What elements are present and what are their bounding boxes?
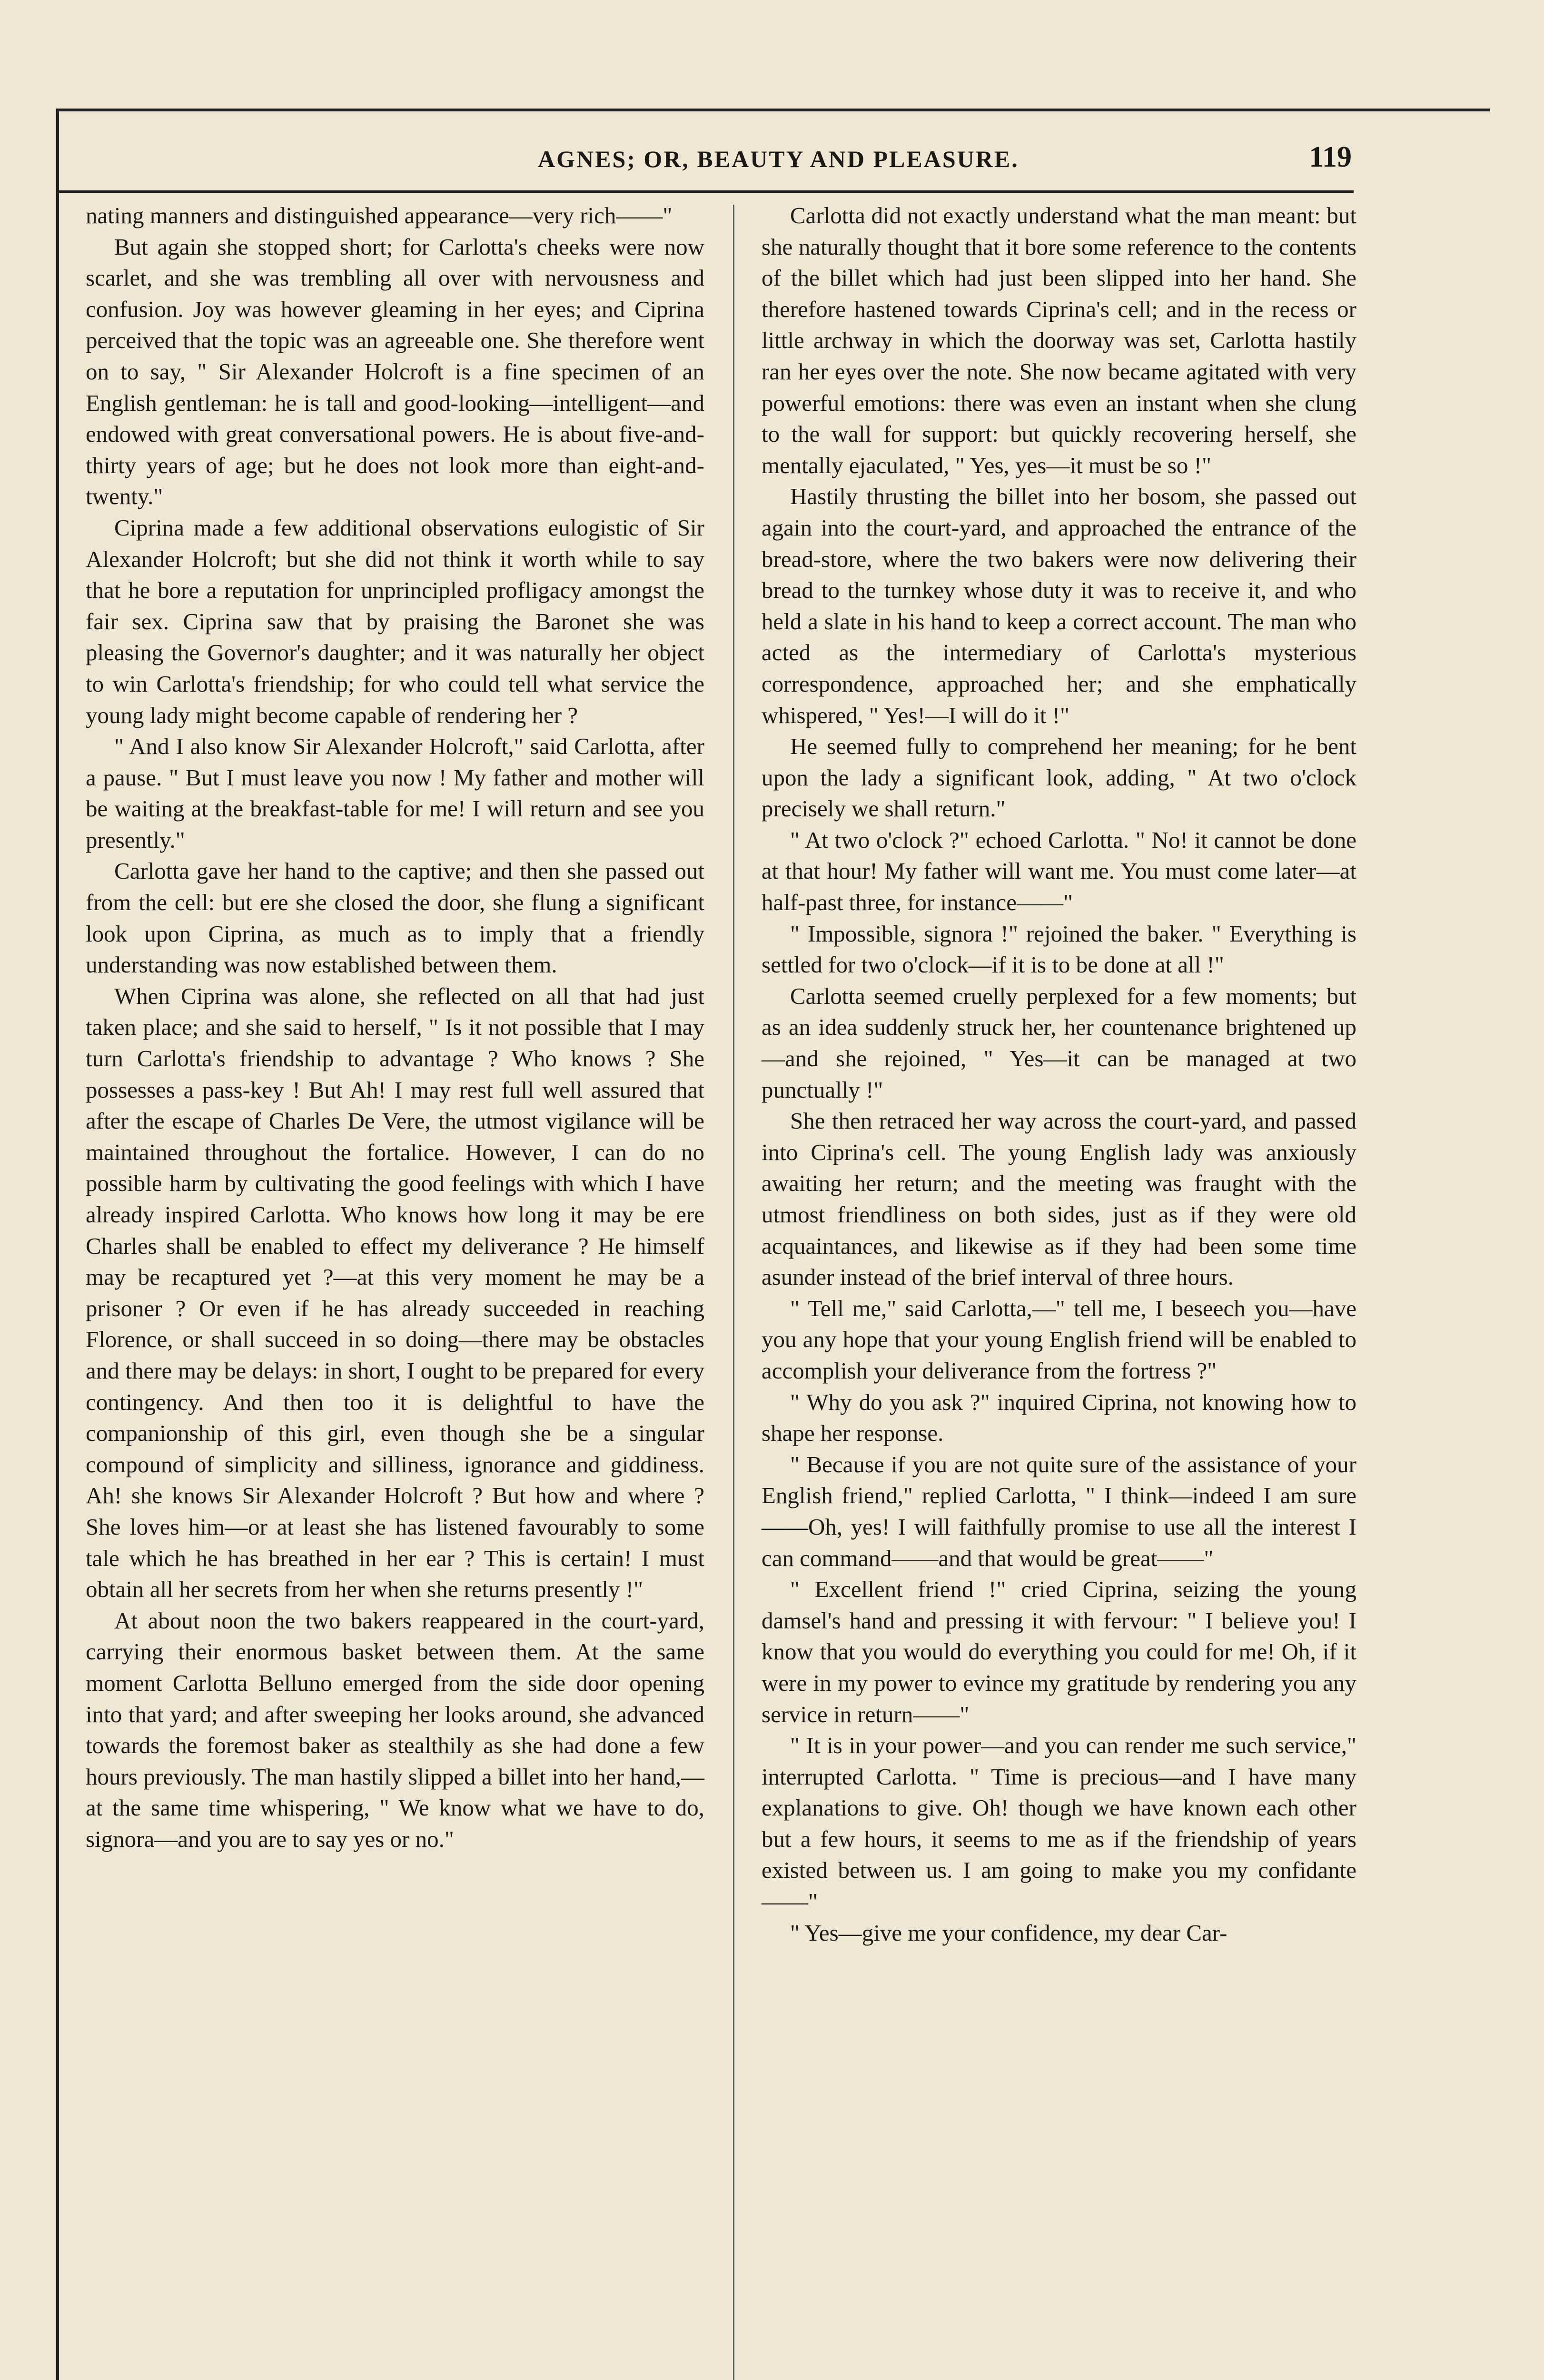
column-divider bbox=[733, 205, 734, 2380]
page-number: 119 bbox=[1309, 141, 1352, 173]
page-header bbox=[62, 136, 1352, 193]
paragraph: She then retraced her way across the court-yard, and passed into Ciprina's cell. The young English lady was anxiously awaiting her return; and the meeting was fraught with the utmost friendliness on both sides, just as if they were old acquaintances, and likewise as if they had been some time asunder instead of the brief interval of three hours. bbox=[762, 1108, 1356, 1290]
paragraph: Ciprina made a few additional observations eulogistic of Sir Alexander Holcroft; but she did not think it worth while to say that he bore a reputation for unprincipled profligacy amongst the fair sex. Ciprina saw that by praising the Baronet she was pleasing the Governor's daughter; and it was naturally her object to win Carlotta's friendship; for who could tell what service the young lady might become capable of rendering her ? bbox=[86, 514, 704, 728]
paragraph: " Tell me," said Carlotta,—" tell me, I beseech you—have you any hope that your young English friend will be enabled to accomplish your deliverance from the fortress ?" bbox=[762, 1295, 1356, 1384]
running-head: AGNES; OR, BEAUTY AND PLEASURE. bbox=[538, 146, 1019, 172]
paragraph: Carlotta seemed cruelly perplexed for a few moments; but as an idea suddenly struck her, her countenance brightened up—and she rejoined, " Yes—it can be managed at two punctually !" bbox=[762, 982, 1356, 1103]
paragraph: " And I also know Sir Alexander Holcroft," said Carlotta, after a pause. " But I must leave you now ! My father and mother will be waiting at the breakfast-table for me! I will return and see you presently." bbox=[86, 733, 704, 853]
left-column bbox=[86, 200, 704, 1854]
paragraph: " Yes—give me your confidence, my dear Car- bbox=[790, 1919, 1227, 1946]
paragraph: nating manners and distinguished appearance—very rich——" bbox=[86, 202, 673, 228]
header-rule bbox=[59, 190, 1354, 193]
paragraph: " Excellent friend !" cried Ciprina, seizing the young damsel's hand and pressing it with fervour: " I believe you! I know that you would do everything you could for me! Oh, if it were in my power to evince my gratitude by rendering you any service in return——" bbox=[762, 1576, 1356, 1727]
paragraph: Hastily thrusting the billet into her bosom, she passed out again into the court-yard, and approached the entrance of the bread-store, where the two bakers were now delivering their bread to the turnkey whose duty it was to receive it, and who held a slate in his hand to keep a correct account. The man who acted as the intermediary of Carlotta's mysterious correspondence, approached her; and she emphatically whispered, " Yes!—I will do it !" bbox=[762, 483, 1356, 728]
paragraph: " Why do you ask ?" inquired Ciprina, not knowing how to shape her response. bbox=[762, 1388, 1356, 1447]
paragraph: At about noon the two bakers reappeared in the court-yard, carrying their enormous basket between them. At the same moment Carlotta Belluno emerged from the side door opening into that yard; and after sweeping her looks around, she advanced towards the foremost baker as stealthily as she had done a few hours previously. The man hastily slipped a billet into her hand,—at the same time whispering, " We know what we have to do, signora—and you are to say yes or no." bbox=[86, 1607, 704, 1852]
paragraph: " Impossible, signora !" rejoined the baker. " Everything is settled for two o'clock—if it is to be done at all !" bbox=[762, 920, 1356, 978]
paragraph: " It is in your power—and you can render me such service," interrupted Carlotta. " Time is precious—and I have many explanations to give. Oh! though we have known each other but a few hours, it seems to me as if the friendship of years existed between us. I am going to make you my confidante——" bbox=[762, 1732, 1356, 1915]
paragraph: When Ciprina was alone, she reflected on all that had just taken place; and she said to herself, " Is it not possible that I may turn Carlotta's friendship to advantage ? Who knows ? She possesses a pass-key ! But Ah! I may rest full well assured that after the escape of Charles De Vere, the utmost vigilance will be maintained throughout the fortalice. However, I can do no possible harm by cultivating the good feelings with which I have already inspired Carlotta. Who knows how long it may be ere Charles shall be enabled to effect my deliverance ? He himself may be recaptured yet ?—at this very moment he may be a prisoner ? Or even if he has already succeeded in reaching Florence, or shall succeed in so doing—there may be obstacles and there may be delays: in short, I ought to be prepared for every contingency. And then too it is delightful to have the companionship of this girl, even though she be a singular compound of simplicity and silliness, ignorance and giddiness. Ah! she knows Sir Alexander Holcroft ? But how and where ? She loves him—or at least she has listened favourably to some tale which he has breathed in her ear ? This is certain! I must obtain all her secrets from her when she returns presently !" bbox=[86, 982, 704, 1603]
paragraph: Carlotta gave her hand to the captive; and then she passed out from the cell: but ere she closed the door, she flung a significant look upon Ciprina, as much as to imply that a friendly understanding was now established between them. bbox=[86, 858, 704, 978]
right-column bbox=[762, 200, 1356, 1948]
paragraph: Carlotta did not exactly understand what the man meant: but she naturally thought that it bore some reference to the contents of the billet which had just been slipped into her hand. She therefore hastened towards Ciprina's cell; and in the recess or little archway in which the doorway was set, Carlotta hastily ran her eyes over the note. She now became agitated with very powerful emotions: there was even an instant when she clung to the wall for support: but quickly recovering herself, she mentally ejaculated, " Yes, yes—it must be so !" bbox=[762, 202, 1356, 478]
paragraph: He seemed fully to comprehend her meaning; for he bent upon the lady a significant look, adding, " At two o'clock precisely we shall return." bbox=[762, 733, 1356, 822]
paragraph: But again she stopped short; for Carlotta's cheeks were now scarlet, and she was trembling all over with nervousness and confusion. Joy was however gleaming in her eyes; and Ciprina perceived that the topic was an agreeable one. She therefore went on to say, " Sir Alexander Holcroft is a fine specimen of an English gentleman: he is tall and good-looking—intelligent—and endowed with great conversational powers. He is about five-and-thirty years of age; but he does not look more than eight-and-twenty." bbox=[86, 233, 704, 510]
paragraph: " At two o'clock ?" echoed Carlotta. " No! it cannot be done at that hour! My father will want me. You must come later—at half-past three, for instance——" bbox=[762, 826, 1356, 916]
paragraph: " Because if you are not quite sure of the assistance of your English friend," replied Carlotta, " I think—indeed I am sure——Oh, yes! I will faithfully promise to use all the interest I can command——and that would be great——" bbox=[762, 1451, 1356, 1571]
